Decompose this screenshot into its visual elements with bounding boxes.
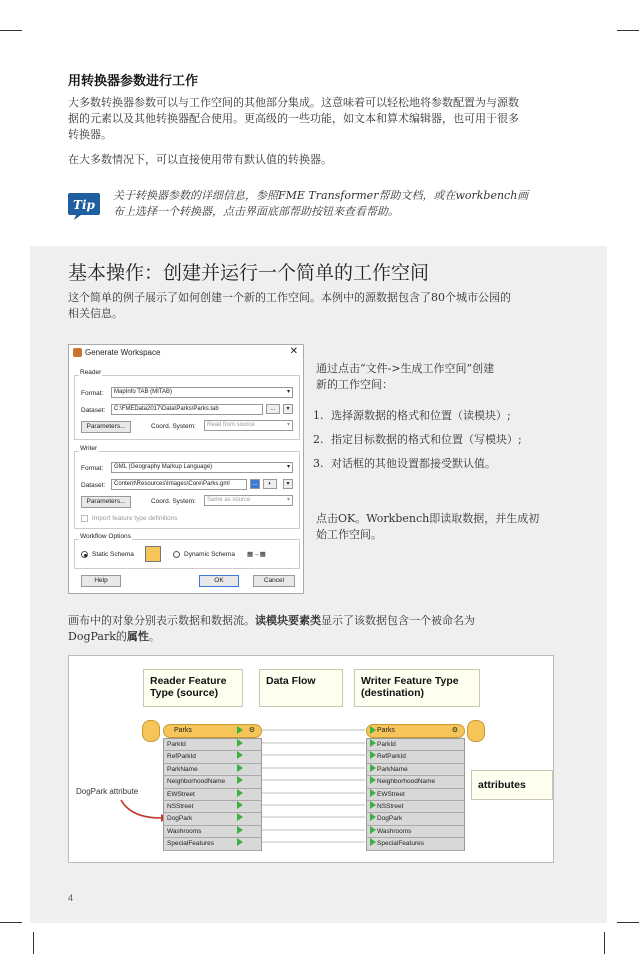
generate-workspace-dialog — [68, 344, 304, 594]
note-reader-feature-type: Reader Feature Type (source) — [143, 669, 243, 707]
workflow-group-label: Workflow Options — [80, 533, 131, 540]
writer-dataset-input[interactable]: Content\Resources\Images\Core\Parks.gml — [111, 479, 247, 490]
attribute-row: SpecialFeatures — [366, 838, 465, 850]
reader-dataset-input[interactable]: C:\FMEData2017\Data\Parks\Parks.tab — [111, 404, 263, 415]
crop-mark — [0, 30, 22, 31]
list-item: 2. 指定目标数据的格式和位置（写模块）; — [313, 433, 522, 446]
workspace-diagram — [68, 655, 554, 863]
ok-button[interactable]: OK — [199, 575, 239, 587]
reader-coord-select[interactable]: Read from source ▾ — [204, 420, 293, 431]
static-schema-label: Static Schema — [92, 551, 134, 558]
attribute-row: SpecialFeatures — [163, 838, 262, 850]
attribute-row: DogPark — [163, 813, 262, 825]
list-item: 3. 对话框的其他设置都接受默认值。 — [313, 457, 496, 470]
crop-mark — [604, 932, 605, 954]
dataset-dropdown-button[interactable]: ▾ — [283, 479, 293, 489]
section-title: 用转换器参数进行工作 — [68, 74, 199, 89]
section-paragraph-1: 大多数转换器参数可以与工作空间的其他部分集成。这意味着可以轻松地将参数配置为与源数据的元素以及其他转换器配合使用。更高级的一些功能，如文本和算术编辑器，也可用于很多转换器。 — [68, 96, 519, 141]
cancel-button[interactable]: Cancel — [253, 575, 295, 587]
attribute-row: NSStreet — [366, 801, 465, 813]
bottom-paragraph: 画布中的对象分别表示数据和数据流。读模块要素类显示了该数据包含一个被命名为DogPark的属性。 — [68, 614, 475, 643]
main-title: 基本操作：创建并运行一个简单的工作空间 — [68, 262, 430, 284]
reader-table-icon — [142, 720, 160, 742]
dynamic-schema-label: Dynamic Schema — [184, 551, 235, 558]
crop-mark — [0, 922, 22, 923]
attribute-row: RefParkId — [366, 751, 465, 763]
tip-icon — [67, 191, 101, 221]
attribute-row: Washrooms — [163, 826, 262, 838]
main-intro: 这个简单的例子展示了如何创建一个新的工作空间。本例中的源数据包含了80个城市公园的相关信息。 — [68, 291, 511, 320]
import-defs-checkbox[interactable] — [81, 515, 88, 522]
help-button[interactable]: Help — [81, 575, 121, 587]
attribute-row: Washrooms — [366, 826, 465, 838]
reader-dataset-label: Dataset: — [81, 407, 106, 414]
reader-format-select[interactable]: MapInfo TAB (MITAB) ▾ — [111, 387, 293, 398]
svg-text:Tip: Tip — [73, 198, 95, 212]
writer-coord-select[interactable]: Same as source ▾ — [204, 495, 293, 506]
static-schema-radio[interactable] — [81, 551, 88, 558]
writer-coord-label: Coord. System: — [151, 498, 196, 505]
import-defs-label: Import feature type definitions — [92, 515, 178, 522]
browse-button[interactable]: ... — [250, 479, 260, 489]
writer-feature-type[interactable] — [366, 724, 465, 851]
reader-coord-label: Coord. System: — [151, 423, 196, 430]
crop-mark — [617, 30, 639, 31]
web-connection-icon[interactable]: ◐ — [263, 479, 277, 489]
chevron-down-icon: ▾ — [286, 422, 290, 428]
list-item: 1. 选择源数据的格式和位置（读模块）; — [313, 409, 511, 422]
static-schema-icon — [145, 546, 161, 562]
note-writer-feature-type: Writer Feature Type (destination) — [354, 669, 480, 707]
attribute-row: RefParkId — [163, 751, 262, 763]
writer-format-label: Format: — [81, 465, 104, 472]
side-text-2: 点击OK。Workbench即读取数据，并生成初始工作空间。 — [316, 512, 540, 541]
attribute-row: ParkId — [366, 739, 465, 751]
chevron-down-icon: ▾ — [286, 464, 290, 470]
crop-mark — [617, 922, 639, 923]
page-number: 4 — [68, 893, 74, 903]
side-text-1: 通过点击“文件->生成工作空间”创建新的工作空间： — [316, 362, 495, 391]
dataset-dropdown-button[interactable]: ▾ — [283, 404, 293, 414]
attribute-row: ParkName — [366, 764, 465, 776]
section-paragraph-2: 在大多数情况下，可以直接使用带有默认值的转换器。 — [68, 153, 332, 166]
attribute-row: ParkId — [163, 739, 262, 751]
note-data-flow: Data Flow — [259, 669, 343, 707]
dogpark-annotation: DogPark attribute — [76, 787, 139, 796]
reader-group-label: Reader — [80, 369, 102, 376]
browse-button[interactable]: ... — [266, 404, 280, 414]
tip-text: 关于转换器参数的详细信息，参照FME Transformer帮助文档，或在workbench画布上选择一个转换器，点击界面底部帮助按钮来查看帮助。 — [113, 189, 529, 218]
reader-parameters-button[interactable]: Parameters... — [81, 421, 131, 433]
chevron-down-icon: ▾ — [286, 497, 290, 503]
attribute-row: EWStreet — [366, 789, 465, 801]
attribute-row: NeighborhoodName — [366, 776, 465, 788]
writer-format-select[interactable]: GML (Geography Markup Language) ▾ — [111, 462, 293, 473]
note-attributes: attributes — [471, 770, 553, 800]
steps-list — [313, 404, 522, 476]
crop-mark — [33, 932, 34, 954]
close-icon[interactable]: ✕ — [289, 346, 298, 357]
attribute-row: NeighborhoodName — [163, 776, 262, 788]
reader-feature-header: Parks ⚙ — [163, 724, 262, 738]
attribute-row: DogPark — [366, 813, 465, 825]
dynamic-schema-radio[interactable] — [173, 551, 180, 558]
flow-lines — [69, 656, 555, 864]
fme-logo-icon — [73, 348, 82, 357]
attribute-row: EWStreet — [163, 789, 262, 801]
writer-group-label: Writer — [80, 445, 98, 452]
writer-parameters-button[interactable]: Parameters... — [81, 496, 131, 508]
attribute-row: NSStreet — [163, 801, 262, 813]
dynamic-schema-icon: ▦→▦ — [247, 551, 266, 558]
reader-format-label: Format: — [81, 390, 104, 397]
writer-table-icon — [467, 720, 485, 742]
reader-feature-type[interactable] — [163, 724, 262, 851]
writer-feature-header: Parks ⚙ — [366, 724, 465, 738]
dialog-title: Generate Workspace — [85, 348, 161, 357]
attribute-row: ParkName — [163, 764, 262, 776]
writer-dataset-label: Dataset: — [81, 482, 106, 489]
chevron-down-icon: ▾ — [286, 389, 290, 395]
